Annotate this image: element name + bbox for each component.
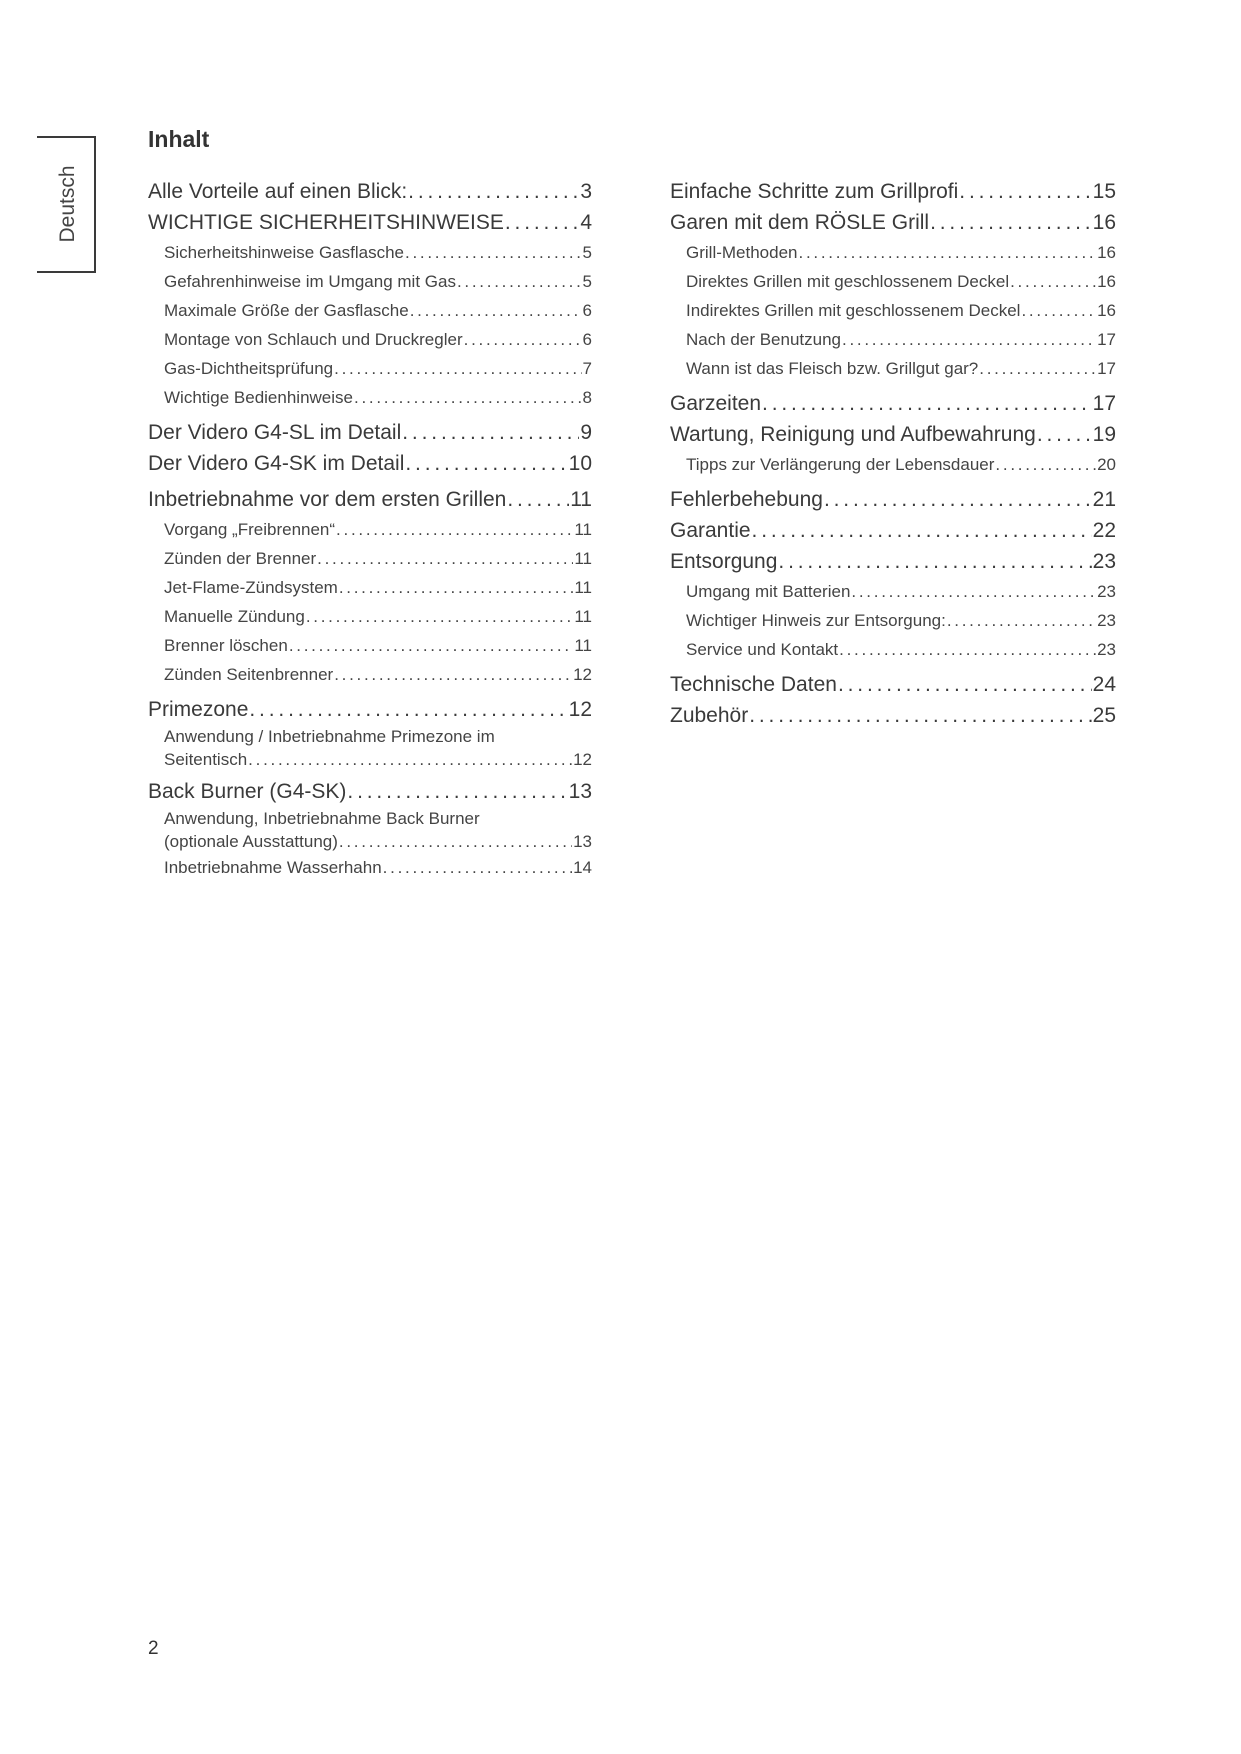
toc-entry-page: 23	[1097, 582, 1116, 601]
toc-entry-title: Manuelle Zündung	[164, 607, 305, 626]
page-number: 2	[148, 1638, 159, 1659]
toc-entry-title: Inbetriebnahme vor dem ersten Grillen	[148, 488, 507, 511]
toc-subentry[interactable]	[670, 450, 1116, 479]
toc-subentry[interactable]	[670, 238, 1116, 267]
toc-entry-title-line1: Anwendung / Inbetriebnahme Primezone im	[164, 727, 495, 746]
toc-entry-title: Zünden der Brenner	[164, 549, 317, 568]
toc-entry-page: 23	[1092, 550, 1116, 573]
toc-entry-title: Der Videro G4-SK im Detail	[148, 452, 405, 475]
toc-entry-title: Primezone	[148, 698, 249, 721]
toc-entry-page: 7	[582, 359, 592, 378]
toc-entry[interactable]	[670, 484, 1116, 515]
toc-leader-dots	[1010, 267, 1096, 296]
toc-subentry[interactable]	[148, 238, 592, 267]
toc-subentry[interactable]	[670, 354, 1116, 383]
toc-entry-page: 6	[582, 330, 592, 349]
toc-leader-dots	[317, 544, 573, 573]
toc-entry-page: 11	[574, 578, 592, 597]
toc-entry-page: 10	[568, 452, 592, 475]
language-tab-label: Deutsch	[56, 165, 79, 243]
toc-leader-dots	[778, 546, 1091, 577]
toc-entry-title: Der Videro G4-SL im Detail	[148, 421, 402, 444]
toc-entry-title: Nach der Benutzung	[686, 330, 841, 349]
toc-entry-title: Zubehör	[670, 704, 749, 727]
toc-entry-page: 3	[580, 180, 592, 203]
toc-entry-page: 13	[568, 780, 592, 803]
toc-entry[interactable]	[670, 546, 1116, 577]
toc-entry-page: 16	[1097, 243, 1116, 262]
toc-entry[interactable]	[148, 207, 592, 238]
toc-leader-dots	[959, 176, 1091, 207]
toc-entry-title: Back Burner (G4-SK)	[148, 780, 347, 803]
toc-entry-title: Alle Vorteile auf einen Blick:	[148, 180, 408, 203]
toc-entry[interactable]	[148, 484, 592, 515]
toc-entry-page: 9	[580, 421, 592, 444]
toc-leader-dots	[334, 660, 572, 689]
toc-entry-title: Indirektes Grillen mit geschlossenem Deckel	[686, 301, 1021, 320]
toc-entry-page: 23	[1097, 640, 1116, 659]
toc-entry-page: 17	[1097, 359, 1116, 378]
toc-entry-page: 12	[573, 665, 592, 684]
toc-entry[interactable]	[148, 448, 592, 479]
toc-entry-title-line1: Anwendung, Inbetriebnahme Back Burner	[164, 809, 480, 828]
toc-subentry[interactable]	[148, 573, 592, 602]
toc-subentry[interactable]	[670, 325, 1116, 354]
toc-entry-page: 11	[574, 549, 592, 568]
toc-leader-dots	[334, 354, 581, 383]
toc-leader-dots	[507, 484, 569, 515]
toc-entry[interactable]	[670, 388, 1116, 419]
toc-entry-title: Einfache Schritte zum Grillprofi	[670, 180, 959, 203]
toc-subentry[interactable]	[148, 325, 592, 354]
toc-entry-page: 11	[574, 520, 592, 539]
toc-subentry[interactable]	[670, 635, 1116, 664]
toc-entry-title: Wartung, Reinigung und Aufbewahrung	[670, 423, 1036, 446]
toc-entry-page: 20	[1097, 455, 1116, 474]
toc-subentry[interactable]	[148, 807, 592, 853]
toc-entry-title: Direktes Grillen mit geschlossenem Deckel	[686, 272, 1010, 291]
toc-leader-dots	[249, 694, 567, 725]
toc-entry-title: Garantie	[670, 519, 751, 542]
toc-entry-page: 11	[570, 488, 592, 511]
toc-entry-title: Montage von Schlauch und Druckregler	[164, 330, 463, 349]
toc-subentry[interactable]	[670, 606, 1116, 635]
toc-subentry[interactable]	[148, 660, 592, 689]
toc-leader-dots	[1021, 296, 1096, 325]
toc-leader-dots	[824, 484, 1092, 515]
toc-leader-dots	[947, 606, 1096, 635]
toc-leader-dots	[749, 700, 1091, 731]
toc-subentry[interactable]	[148, 602, 592, 631]
toc-entry-title: Tipps zur Verlängerung der Lebensdauer	[686, 455, 995, 474]
toc-entry-title: Brenner löschen	[164, 636, 288, 655]
toc-leader-dots	[289, 631, 574, 660]
toc-entry-title: Zünden Seitenbrenner	[164, 665, 334, 684]
toc-subentry[interactable]	[148, 267, 592, 296]
toc-entry-title: Wichtiger Hinweis zur Entsorgung:	[686, 611, 946, 630]
toc-subentry[interactable]	[670, 296, 1116, 325]
toc-leader-dots	[354, 383, 582, 412]
toc-entry[interactable]	[670, 176, 1116, 207]
toc-entry-title: Fehlerbehebung	[670, 488, 823, 511]
toc-leader-dots	[339, 830, 572, 853]
toc-subentry[interactable]	[148, 853, 592, 882]
toc-column-right	[670, 176, 1116, 731]
toc-leader-dots	[979, 354, 1096, 383]
toc-leader-dots	[842, 325, 1096, 354]
toc-leader-dots	[752, 515, 1092, 546]
toc-entry-title: Garen mit dem RÖSLE Grill	[670, 211, 930, 234]
toc-leader-dots	[995, 450, 1096, 479]
toc-subentry[interactable]	[148, 544, 592, 573]
toc-entry-title: Entsorgung	[670, 550, 778, 573]
toc-entry[interactable]	[670, 700, 1116, 731]
toc-entry-page: 16	[1097, 272, 1116, 291]
toc-subentry[interactable]	[670, 267, 1116, 296]
toc-leader-dots	[799, 238, 1097, 267]
toc-leader-dots	[248, 748, 572, 771]
toc-leader-dots	[838, 669, 1092, 700]
toc-entry-title: WICHTIGE SICHERHEITSHINWEISE	[148, 211, 504, 234]
toc-entry-page: 16	[1097, 301, 1116, 320]
toc-leader-dots	[410, 296, 582, 325]
toc-entry-title: Service und Kontakt	[686, 640, 839, 659]
toc-entry-page: 11	[574, 636, 592, 655]
toc-entry[interactable]	[148, 417, 592, 448]
toc-entry-page: 11	[574, 607, 592, 626]
toc-entry-page: 19	[1092, 423, 1116, 446]
toc-entry-page: 21	[1092, 488, 1116, 511]
toc-entry[interactable]	[148, 776, 592, 807]
toc-subentry[interactable]	[670, 577, 1116, 606]
toc-entry-page: 23	[1097, 611, 1116, 630]
toc-entry[interactable]	[670, 669, 1116, 700]
toc-leader-dots	[762, 388, 1092, 419]
toc-entry-page: 5	[582, 243, 592, 262]
toc-leader-dots	[405, 448, 567, 479]
toc-entry-title: Technische Daten	[670, 673, 837, 696]
toc-entry-title: Gas-Dichtheitsprüfung	[164, 359, 334, 378]
toc-entry-page: 12	[573, 750, 592, 769]
toc-subentry[interactable]	[148, 354, 592, 383]
toc-subentry[interactable]	[148, 296, 592, 325]
toc-entry-page: 13	[573, 832, 592, 851]
toc-entry-page: 17	[1097, 330, 1116, 349]
toc-subentry[interactable]	[148, 515, 592, 544]
toc-entry-page: 15	[1092, 180, 1116, 203]
toc-entry-title: Umgang mit Batterien	[686, 582, 851, 601]
toc-entry-page: 6	[582, 301, 592, 320]
toc-entry-page: 16	[1092, 211, 1116, 234]
toc-subentry[interactable]	[148, 631, 592, 660]
toc-entry[interactable]	[148, 694, 592, 725]
toc-entry-title: Wichtige Bedienhinweise	[164, 388, 353, 407]
toc-leader-dots	[464, 325, 582, 354]
toc-leader-dots	[347, 776, 567, 807]
toc-subentry[interactable]	[148, 725, 592, 771]
toc-entry-page: 14	[573, 858, 592, 877]
toc-leader-dots	[402, 417, 579, 448]
toc-entry-page: 4	[580, 211, 592, 234]
toc-subentry[interactable]	[148, 383, 592, 412]
toc-entry-page: 17	[1092, 392, 1116, 415]
toc-leader-dots	[383, 853, 572, 882]
toc-entry-title: Sicherheitshinweise Gasflasche	[164, 243, 405, 262]
toc-entry[interactable]	[670, 207, 1116, 238]
toc-leader-dots	[306, 602, 574, 631]
toc-entry[interactable]	[670, 515, 1116, 546]
toc-leader-dots	[336, 515, 573, 544]
toc-entry-page: 24	[1092, 673, 1116, 696]
toc-entry-title-line2: Seitentisch	[164, 750, 248, 769]
toc-entry-title: Gefahrenhinweise im Umgang mit Gas	[164, 272, 456, 291]
toc-leader-dots	[839, 635, 1096, 664]
toc-entry-title: Grill-Methoden	[686, 243, 798, 262]
toc-leader-dots	[405, 238, 582, 267]
toc-entry[interactable]	[148, 176, 592, 207]
toc-entry-page: 5	[582, 272, 592, 291]
toc-entry-title: Wann ist das Fleisch bzw. Grillgut gar?	[686, 359, 979, 378]
toc-leader-dots	[930, 207, 1092, 238]
toc-entry-title-line2: (optionale Ausstattung)	[164, 832, 338, 851]
toc-leader-dots	[339, 573, 574, 602]
toc-entry[interactable]	[670, 419, 1116, 450]
toc-leader-dots	[851, 577, 1096, 606]
toc-leader-dots	[505, 207, 579, 238]
toc-column-left	[148, 176, 592, 882]
page-title: Inhalt	[148, 126, 210, 152]
toc-leader-dots	[457, 267, 582, 296]
toc-entry-title: Jet-Flame-Zündsystem	[164, 578, 338, 597]
toc-entry-title: Inbetriebnahme Wasserhahn	[164, 858, 382, 877]
toc-leader-dots	[408, 176, 579, 207]
toc-entry-title: Vorgang „Freibrennen“	[164, 520, 336, 539]
toc-entry-page: 25	[1092, 704, 1116, 727]
toc-entry-title: Maximale Größe der Gasflasche	[164, 301, 409, 320]
toc-leader-dots	[1037, 419, 1092, 450]
toc-entry-page: 12	[568, 698, 592, 721]
toc-entry-page: 8	[582, 388, 592, 407]
toc-entry-page: 22	[1092, 519, 1116, 542]
toc-entry-title: Garzeiten	[670, 392, 762, 415]
